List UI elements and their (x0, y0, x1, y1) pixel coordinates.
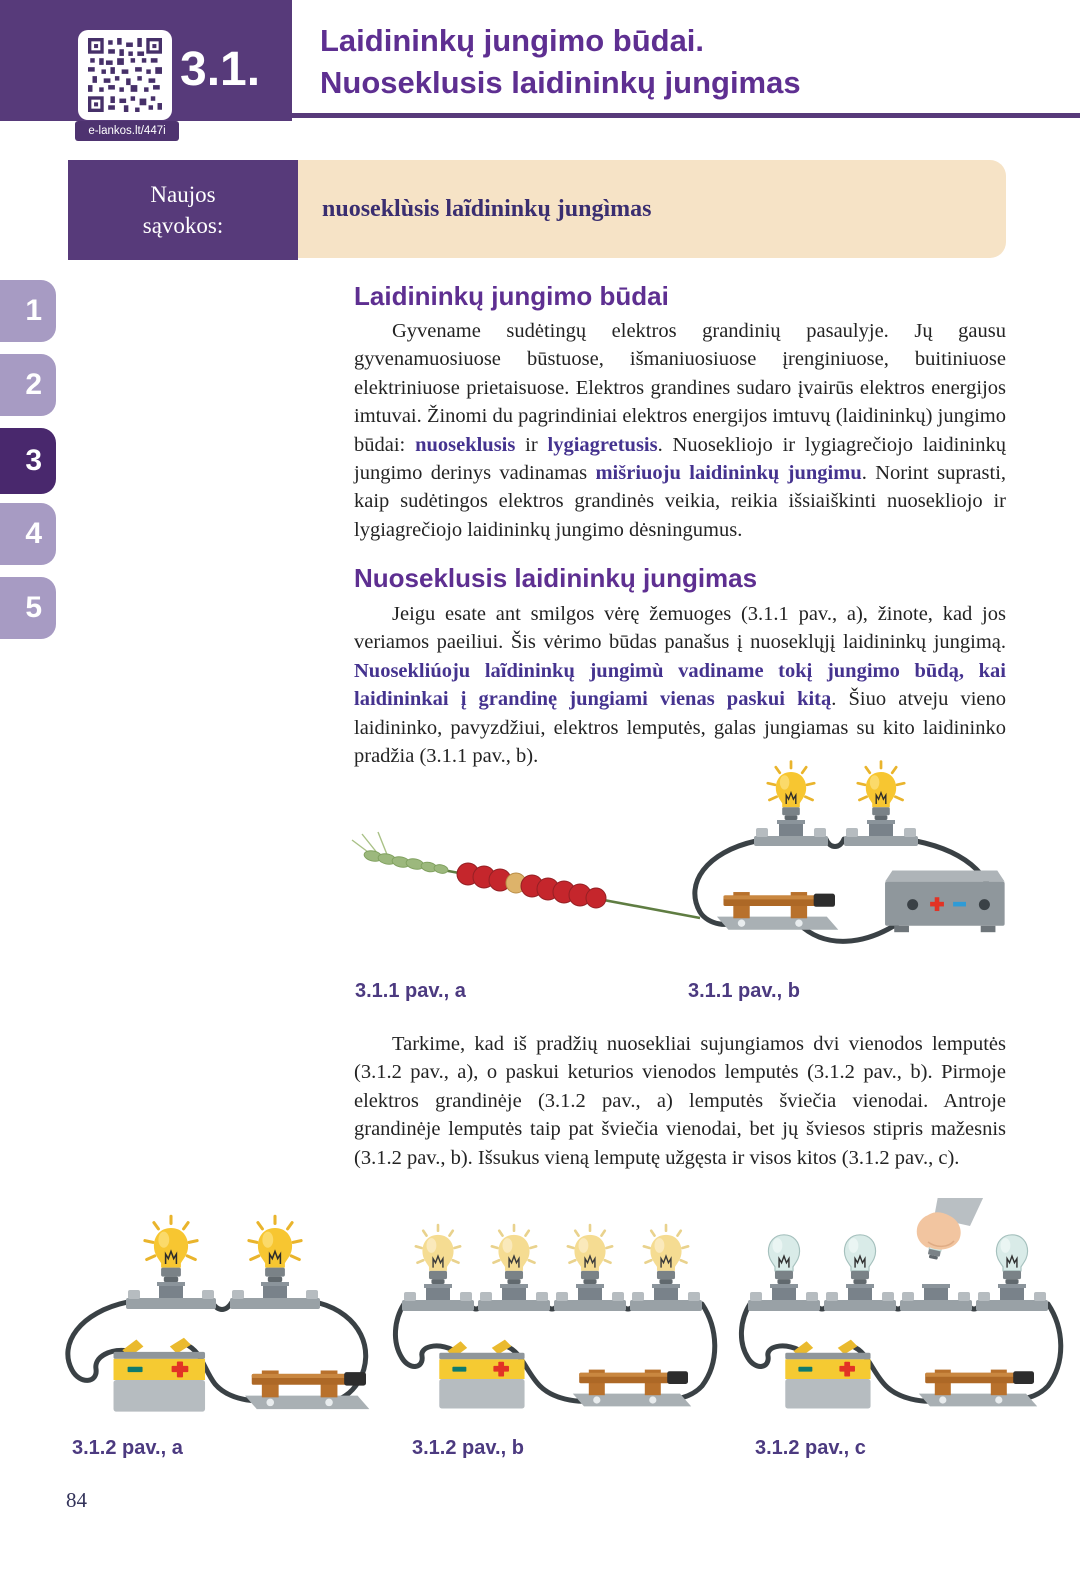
qr-code (78, 30, 172, 120)
figure-caption-312a: 3.1.2 pav., a (72, 1437, 183, 1459)
series-circuit-two-lit-bulbs-illustration (668, 760, 1013, 965)
qr-code-icon (88, 38, 162, 112)
chapter-tab-4: 4 (0, 503, 56, 565)
strawberries-on-grass-stalk-illustration (348, 818, 718, 938)
unlit-bulb-icon (996, 1235, 1027, 1284)
lit-bulb-icon (249, 1216, 301, 1282)
chapter-tab-5: 5 (0, 577, 56, 639)
new-concept-term: nuoseklùsis laĩdininkų jungìmas (322, 195, 652, 222)
dim-bulb-icon (568, 1225, 612, 1284)
dim-bulb-icon (492, 1225, 536, 1284)
section-heading-1: Laidininkų jungimo būdai (354, 281, 669, 311)
section-number: 3.1. (180, 43, 261, 96)
figure-caption-311a: 3.1.1 pav., a (355, 980, 466, 1002)
title-divider (292, 113, 1080, 118)
series-circuit-four-dim-bulbs-battery-illustration (392, 1200, 722, 1432)
dim-bulb-icon (644, 1225, 688, 1284)
paragraph-1-text: . Norint suprasti, kaip sudėtingos elektros grandinės veikia, reikia išsiaiškinti nuosekliojo ir lygiagrečiojo laidininkų jungimo dėsningumus. (354, 462, 1007, 541)
unlit-bulb-icon (768, 1235, 799, 1284)
dim-bulb-icon (416, 1225, 460, 1284)
paragraph-1-text: ir (515, 433, 548, 456)
strawberries (457, 863, 606, 908)
page-title-line2: Nuoseklusis laidininkų jungimas (320, 65, 801, 100)
unlit-bulb-icon (844, 1235, 875, 1284)
hand-removing-bulb-icon (919, 1198, 984, 1250)
paragraph-2-text: Jeigu esate ant smilgos vėrę žemuoges (3.1.1 pav., a), žinote, kad jos veriamos paeiliui. Šis vėrimo būdas panašus į nuoseklųjį laidininkų jungimą. (354, 603, 1006, 654)
term-misrusis-jungimas: mišriuoju laidininkų jungimu (595, 462, 862, 485)
chapter-tab-1: 1 (0, 280, 56, 342)
lit-bulb-icon (768, 762, 814, 820)
knife-switch-icon (919, 1370, 1037, 1407)
page-number: 84 (66, 1488, 87, 1512)
grass-head (352, 832, 449, 875)
paragraph-1 (354, 317, 1006, 544)
page-title-line1: Laidininkų jungimo būdai. (320, 23, 705, 58)
paragraph-2 (354, 600, 1006, 770)
paragraph-2-text: . Šiuo atveju vieno laidininko, pavyzdžiui, elektros lemputės, galas jungiamas su kito laidininko pradžia (3.1.1 pav., b). (354, 688, 1007, 768)
lit-bulb-icon (145, 1216, 197, 1282)
page-title (320, 20, 801, 104)
new-concepts-label-box (68, 160, 298, 260)
qr-link-label: e-lankos.lt/447i (75, 121, 179, 141)
series-circuit-bulb-removed-all-off-illustration (732, 1198, 1072, 1432)
new-concepts-term-box (298, 160, 1006, 258)
term-nuoseklusis: nuoseklusis (415, 433, 516, 456)
term-lygiagretusis: lygiagretusis (547, 433, 658, 456)
paragraph-1-text: . Nuosekliojo ir lygiagrečiojo laidininkų jungimo derinys vadinamas (354, 433, 1007, 485)
new-concepts-label-line1: Naujos (150, 182, 216, 207)
paragraph-1-text: Gyvename sudėtingų elektros grandinių pasaulyje. Jų gausu gyvenamuosiuose būstuose, išmaniuosiuose įrenginiuose, buitiniuose elektriniuose prietaisuose. Elektros grandines sudaro įvairūs elektros energijos imtuvai. Žinomi du pagrindiniai elektros energijos imtuvų (laidininkų) jungimo būdai: (354, 320, 1006, 456)
chapter-tab-2: 2 (0, 354, 56, 416)
definition-nuoseklusis-jungimas: Nuosekliúoju laĩdininkų jungimù vadiname tokį jungimo būdą, kai laidininkai į grandinę jungiami vienas paskui kitą (354, 659, 1006, 711)
figure-caption-312c: 3.1.2 pav., c (755, 1437, 866, 1459)
series-circuit-two-bright-bulbs-battery-illustration (52, 1200, 382, 1432)
chapter-tab-3-active: 3 (0, 428, 56, 494)
new-concepts-label-line2: sąvokos: (142, 213, 224, 238)
paragraph-3: Tarkime, kad iš pradžių nuosekliai sujungiamos dvi vienodos lemputės (3.1.2 pav., a), o paskui keturios vienodos lemputės (3.1.2 pav., b). Pirmoje elektros grandinėje (3.1.2 pav., a) lemputės šviečia vienodai. Antroje grandinėje lemputės taip pat šviečia vienodai, bet jų šviesos stipris mažesnis (3.1.2 pav., b). Išsukus vieną lemputę užgęsta ir visos kitos (3.1.2 pav., c). (354, 1033, 1006, 1169)
power-supply-icon (885, 871, 1005, 933)
lit-bulb-icon (858, 762, 904, 820)
knife-switch-icon (717, 892, 838, 930)
knife-switch-icon (573, 1370, 691, 1407)
figure-caption-312b: 3.1.2 pav., b (412, 1437, 524, 1459)
figure-caption-311b: 3.1.1 pav., b (688, 980, 800, 1002)
section-heading-2: Nuoseklusis laidininkų jungimas (354, 563, 758, 593)
